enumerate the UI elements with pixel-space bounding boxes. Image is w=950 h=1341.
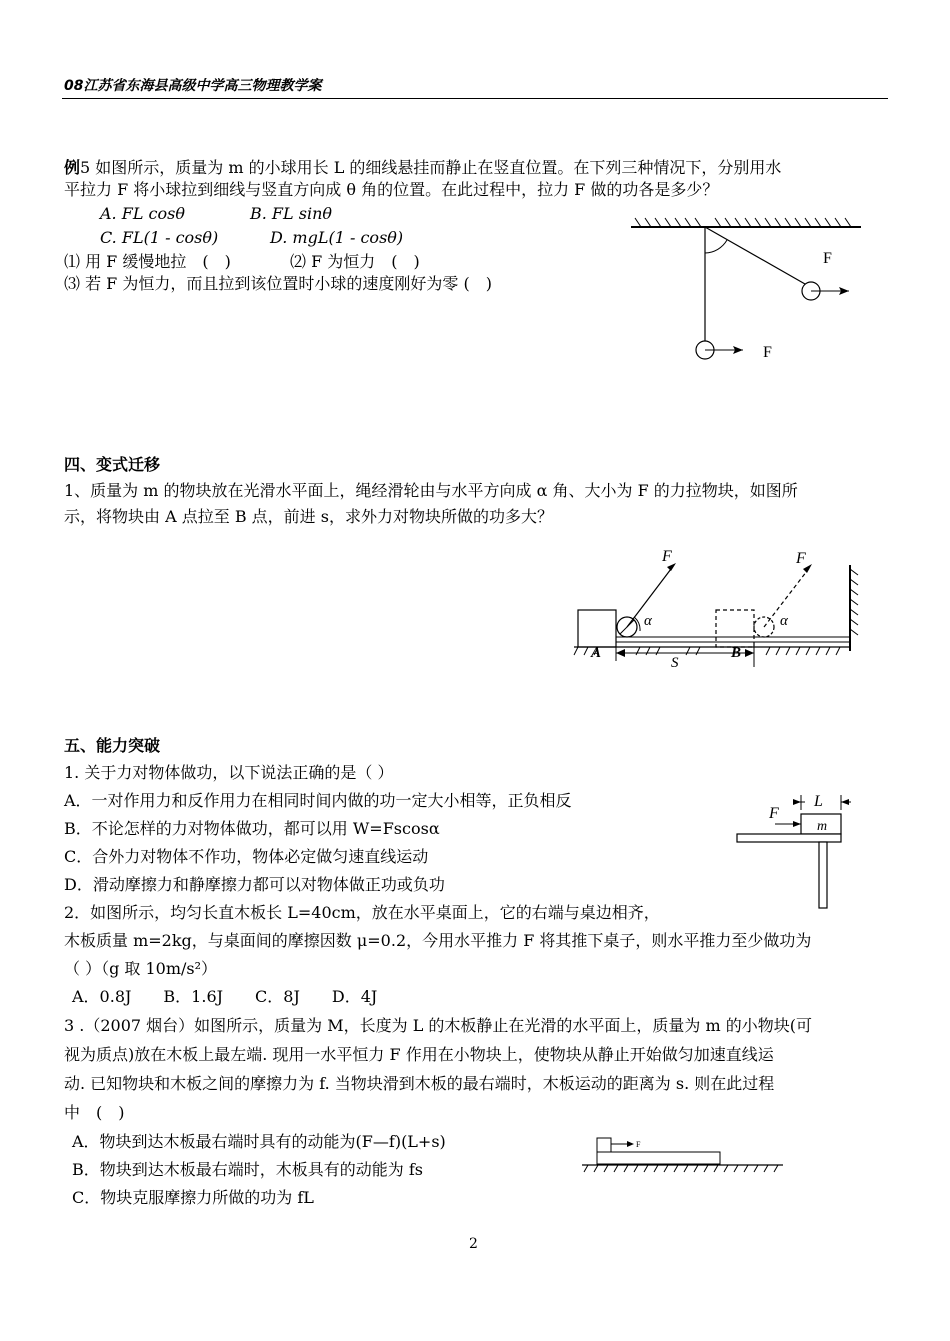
s5-q3-line3: 动. 已知物块和木板之间的摩擦力为 f. 当物块滑到木板的最右端时，木板运动的距离为 s. 则在此过程 <box>64 1074 775 1093</box>
label-alpha2: α <box>780 613 788 629</box>
small-block <box>597 1138 611 1152</box>
wall-hatch <box>850 569 858 635</box>
s5-q3-option-a: A．物块到达木板最右端时具有的动能为(F—f)(L+s) <box>72 1132 446 1151</box>
header-rule <box>62 98 888 99</box>
table-top <box>737 834 841 842</box>
label-f1: F <box>662 548 672 565</box>
force-label-top: F <box>823 250 832 267</box>
label-f: F <box>769 805 779 822</box>
example5-line1 <box>64 158 781 177</box>
label-m: m <box>817 819 828 834</box>
floor-hatch <box>584 1165 778 1172</box>
s5-q2-line3: （ ）（g 取 10m/s²） <box>64 959 218 978</box>
s5-q1-option-c: C．合外力对物体不作功，物体必定做匀速直线运动 <box>64 847 429 866</box>
force-label-bottom: F <box>763 344 772 361</box>
example5-label: 例 <box>64 158 81 177</box>
s5-q1-option-b: B．不论怎样的力对物体做功，都可以用 W=Fscosα <box>64 819 440 838</box>
s5-q2-options: A．0.8J B．1.6J C．8J D．4J <box>72 987 378 1006</box>
s5-q1-stem: 1. 关于力对物体做功，以下说法正确的是（ ） <box>64 763 394 782</box>
label-s: S <box>671 655 679 671</box>
example5-option-a: A. FL cosθ <box>100 204 185 223</box>
pulley-figure <box>570 545 870 675</box>
example5-q2: ⑵ F 为恒力 ( ) <box>290 252 420 271</box>
section4-title: 四、变式迁移 <box>64 455 161 474</box>
s5-q3-option-b: B．物块到达木板最右端时，木板具有的动能为 fs <box>72 1160 423 1179</box>
section4-q1-line1: 1、质量为 m 的物块放在光滑水平面上，绳经滑轮由与水平方向成 α 角、大小为 F 的力拉物块，如图所 <box>64 481 798 500</box>
s5-q2-line1: 2．如图所示，均匀长直木板长 L=40cm，放在水平桌面上，它的右端与桌边相齐， <box>64 903 660 922</box>
page-number: 2 <box>469 1236 478 1252</box>
example5-option-b: B. FL sinθ <box>250 204 333 223</box>
example5-text1: 5 如图所示，质量为 m 的小球用长 L 的细线悬挂而静止在竖直位置。在下列三种情况下，分别用水 <box>80 158 782 177</box>
section5-title: 五、能力突破 <box>64 736 161 755</box>
ground-hatch <box>574 647 840 655</box>
label-f2: F <box>796 550 806 567</box>
table-leg <box>819 842 827 908</box>
example5-q3: ⑶ 若 F 为恒力，而且拉到该位置时小球的速度刚好为零 ( ) <box>64 274 492 293</box>
header-title: 08江苏省东海县高级中学高三物理教学案 <box>64 78 322 94</box>
string-deflected <box>705 227 805 284</box>
example5-option-d: D. mgL(1 - cosθ) <box>270 228 404 247</box>
label-l: L <box>814 793 823 810</box>
board-figure <box>735 790 865 912</box>
example5-line2: 平拉力 F 将小球拉到细线与竖直方向成 θ 角的位置。在此过程中，拉力 F 做的功各是多少？ <box>64 180 719 199</box>
example5-q1: ⑴ 用 F 缓慢地拉 ( ) <box>64 252 231 271</box>
block-a <box>578 610 616 647</box>
label-alpha1: α <box>644 613 652 629</box>
pendulum-figure <box>625 215 865 375</box>
s5-q1-option-d: D．滑动摩擦力和静摩擦力都可以对物体做正功或负功 <box>64 875 445 894</box>
section4-q1-line2: 示，将物块由 A 点拉至 B 点，前进 s，求外力对物块所做的功多大？ <box>64 507 553 526</box>
label-a: A <box>591 645 602 661</box>
s5-q1-option-a: A．一对作用力和反作用力在相同时间内做的功一定大小相等，正负相反 <box>64 791 572 810</box>
label-b: B <box>731 645 742 661</box>
example5-option-c: C. FL(1 - cosθ) <box>100 228 219 247</box>
s5-q3-line1: 3 .（2007 烟台）如图所示，质量为 M，长度为 L 的木板静止在光滑的水平面上，质量为 m 的小物块(可 <box>64 1016 813 1035</box>
s5-q3-line2: 视为质点)放在木板上最左端. 现用一水平恒力 F 作用在小物块上，使物块从静止开始做匀加速直线运 <box>64 1045 774 1064</box>
theta-arc <box>705 240 727 253</box>
ceiling-hatch <box>635 218 851 227</box>
block-b <box>716 610 754 647</box>
label-f-small: F <box>636 1140 641 1149</box>
s5-q3-option-c: C．物块克服摩擦力所做的功为 fL <box>72 1188 314 1207</box>
plank-figure <box>580 1132 785 1182</box>
plank <box>597 1152 720 1164</box>
s5-q3-line4: 中 ( ) <box>64 1103 125 1122</box>
s5-q2-line2: 木板质量 m=2kg，与桌面间的摩擦因数 μ=0.2，今用水平推力 F 将其推下桌子，则水平推力至少做功为 <box>64 931 812 950</box>
